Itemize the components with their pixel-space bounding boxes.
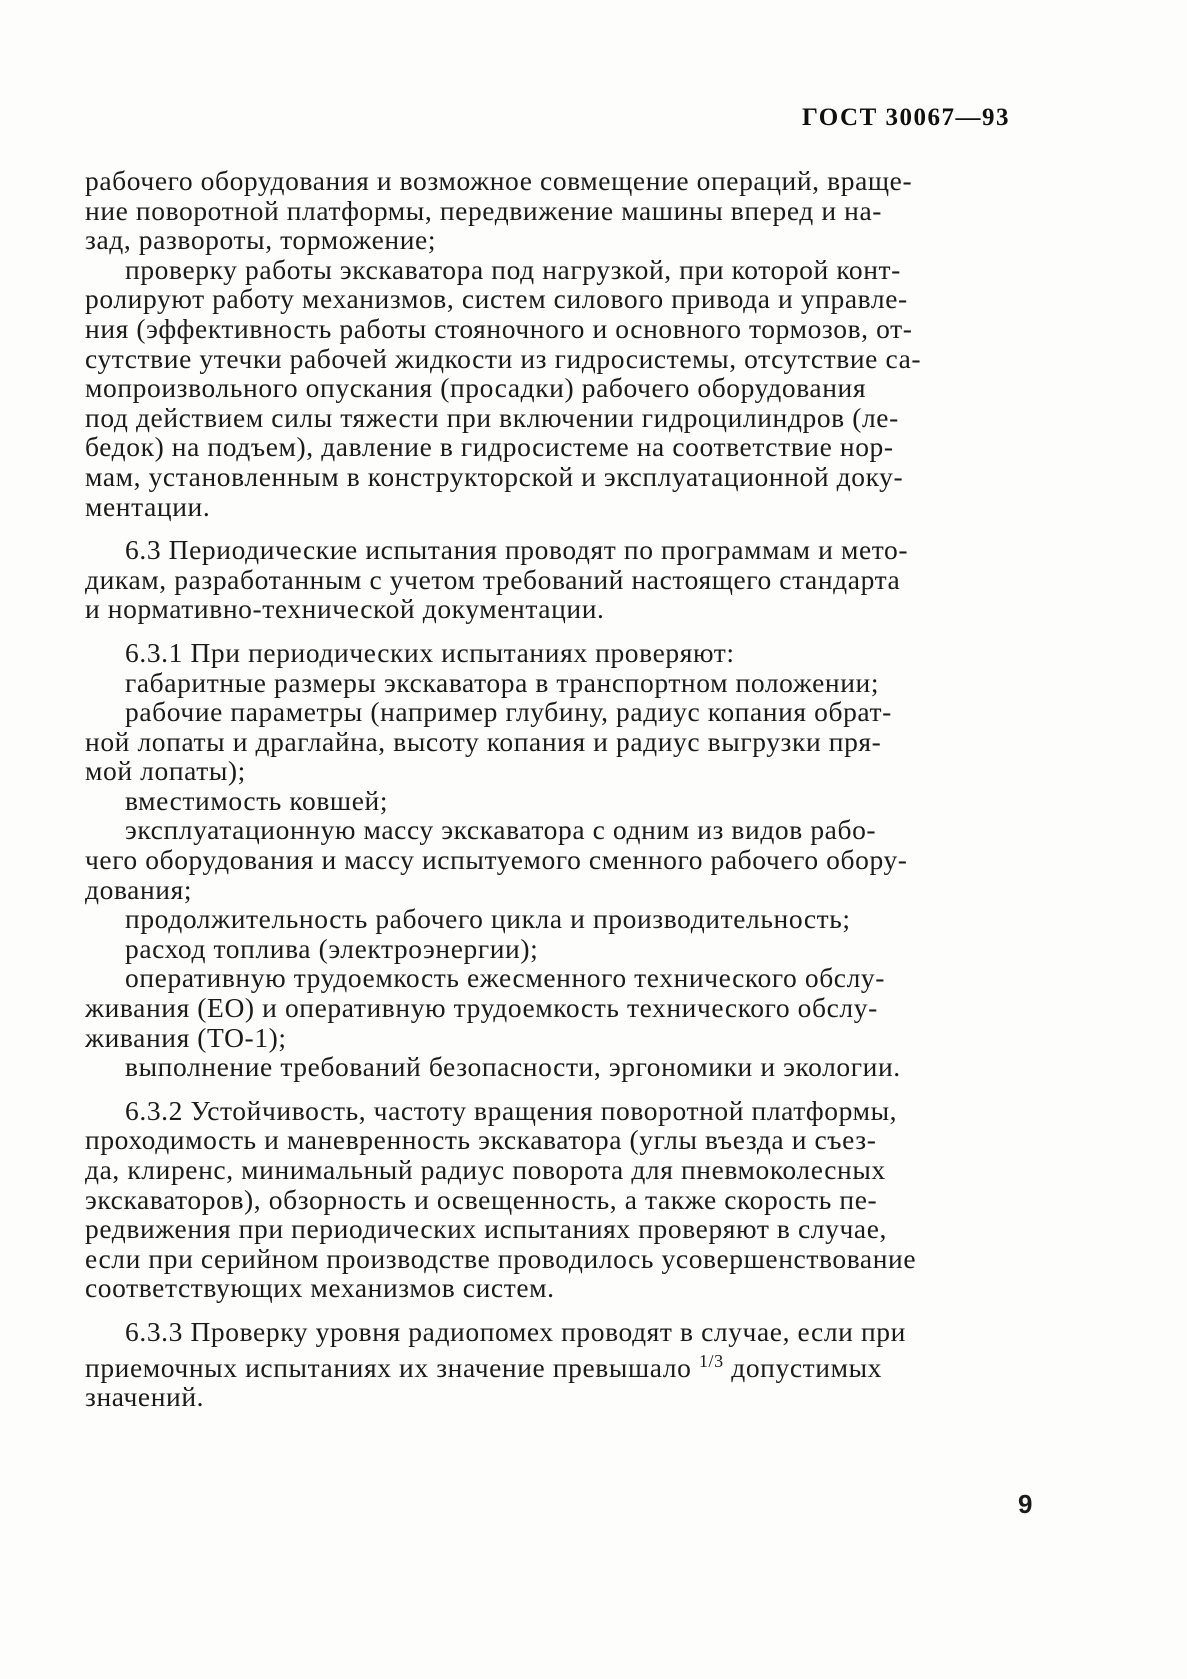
text-line: живания (ЕО) и оперативную трудоемкость технического обслу-	[85, 992, 878, 1024]
text-line: выполнение требований безопасности, эргономики и экологии.	[125, 1051, 901, 1083]
text-line: соответствующих механизмов систем.	[85, 1272, 555, 1304]
text-line: габаритные размеры экскаватора в транспортном положении;	[125, 666, 880, 698]
text-line: ролируют работу механизмов, систем силового привода и управле-	[85, 283, 908, 315]
text-line: мопроизвольного опускания (просадки) рабочего оборудования	[85, 372, 867, 404]
list-item	[85, 963, 1015, 1052]
fraction: 1/3	[698, 1350, 724, 1371]
section-6-3-2	[85, 1096, 1015, 1303]
section-6-3-3	[85, 1317, 1015, 1412]
text-line: мой лопаты);	[85, 755, 246, 787]
text-line: 6.3.3 Проверку уровня радиопомех проводят в случае, если при	[125, 1315, 906, 1347]
text-line: 6.3.2 Устойчивость, частоту вращения поворотной платформы,	[125, 1094, 898, 1126]
paragraph-continuation	[85, 166, 1015, 255]
list-item	[85, 934, 1015, 964]
text-line: 6.3 Периодические испытания проводят по программам и мето-	[125, 534, 909, 566]
text-line: если при серийном производстве проводилось усовершенствование	[85, 1242, 917, 1274]
list-item	[85, 668, 1015, 698]
text-line: чего оборудования и массу испытуемого сменного рабочего обору-	[85, 844, 908, 876]
text-line: значений.	[85, 1381, 205, 1413]
text-line: сутствие утечки рабочей жидкости из гидросистемы, отсутствие са-	[85, 342, 922, 374]
section-6-3-1	[85, 638, 1015, 668]
page-number: 9	[1018, 1489, 1033, 1519]
section-6-3	[85, 535, 1015, 624]
text-line: эксплуатационную массу экскаватора с одним из видов рабо-	[125, 814, 877, 846]
list-item	[85, 1052, 1015, 1082]
text-line: зад, развороты, торможение;	[85, 224, 437, 256]
text-line	[85, 1347, 1015, 1383]
text-line: под действием силы тяжести при включении гидроцилиндров (ле-	[85, 401, 899, 433]
text-line: мам, установленным в конструкторской и эксплуатационной доку-	[85, 460, 904, 492]
text-line: да, клиренс, минимальный радиус поворота для пневмоколесных	[85, 1154, 886, 1185]
text-line: живания (ТО-1);	[85, 1021, 287, 1053]
text-line: бедок) на подъем), давление в гидросистеме на соответствие нор-	[85, 431, 894, 463]
text-line: ной лопаты и драглайна, высоту копания и радиус выгрузки пря-	[85, 725, 882, 757]
text-line: расход топлива (электроэнергии);	[125, 932, 539, 964]
text-line: ния (эффективность работы стояночного и основного тормозов, от-	[85, 312, 913, 344]
list-item	[85, 786, 1015, 816]
text-line: продолжительность рабочего цикла и производительность;	[125, 903, 851, 935]
text-line: проходимость и маневренность экскаватора (углы въезда и съез-	[85, 1124, 877, 1156]
document-header: ГОСТ 30067—93	[801, 104, 1010, 131]
text-line: рабочие параметры (например глубину, радиус копания обрат-	[125, 696, 892, 728]
text-line: ние поворотной платформы, передвижение машины вперед и на-	[85, 194, 883, 226]
text-line: дикам, разработанным с учетом требований настоящего стандарта	[85, 563, 901, 595]
text-line: оперативную трудоемкость ежесменного технического обслу-	[125, 962, 886, 994]
paragraph-load-check	[85, 255, 1015, 521]
text-line: вместимость ковшей;	[125, 784, 389, 816]
text-line: редвижения при периодических испытаниях проверяют в случае,	[85, 1213, 887, 1245]
text-line: 6.3.1 При периодических испытаниях проверяют:	[125, 636, 735, 668]
list-item	[85, 904, 1015, 934]
text-line: ментации.	[85, 490, 211, 522]
text-line: дования;	[85, 873, 193, 905]
list-item	[85, 815, 1015, 904]
list-item	[85, 697, 1015, 786]
text-line: проверку работы экскаватора под нагрузкой, при которой конт-	[125, 253, 901, 285]
text-fragment: приемочных испытаниях их значение превышало	[85, 1351, 699, 1383]
text-line: рабочего оборудования и возможное совмещение операций, враще-	[85, 165, 913, 196]
text-fragment: допустимых	[723, 1351, 883, 1383]
document-body	[85, 166, 1015, 1412]
text-line: экскаваторов), обзорность и освещенность, а также скорость пе-	[85, 1183, 878, 1215]
text-line: и нормативно-технической документации.	[85, 593, 605, 625]
